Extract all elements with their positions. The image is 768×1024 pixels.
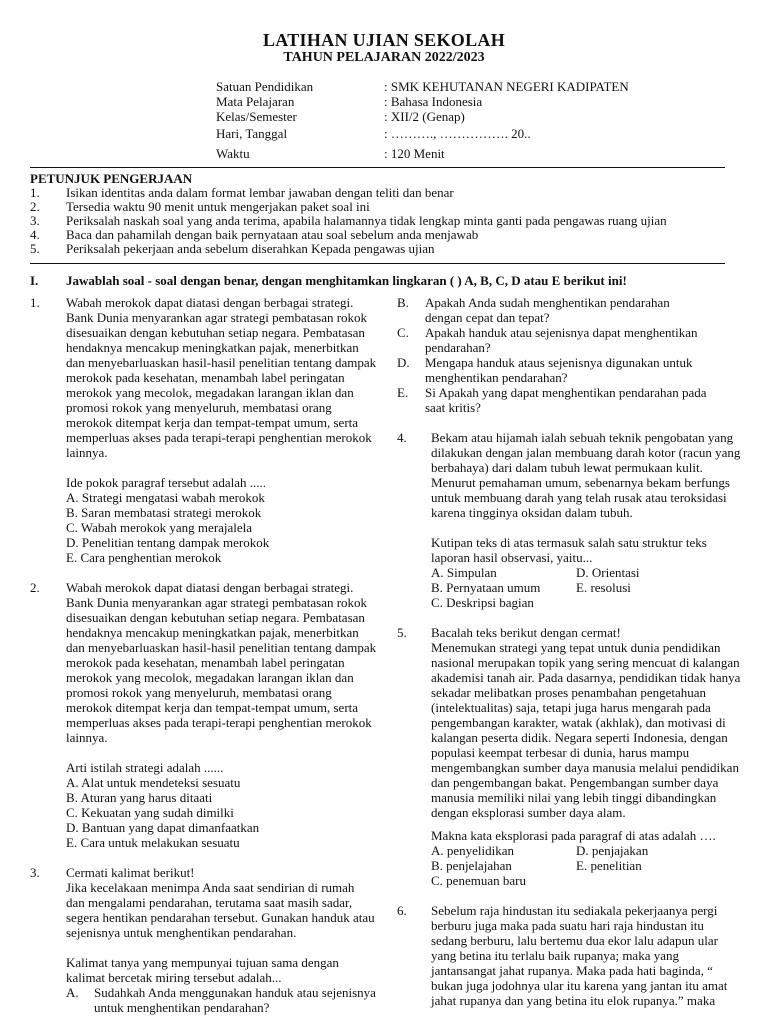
question-5 (397, 625, 742, 888)
passage-line: merokok pada kesehatan, menambah label peringatan (66, 370, 345, 385)
option-text: untuk menghentikan pendarahan? (94, 1000, 270, 1015)
section-text: Jawablah soal - soal dengan benar, dengan menghitamkan lingkaran ( ) A, B, C, D atau E berikut ini! (66, 273, 627, 288)
option-letter: B. (397, 295, 409, 310)
question-prompt: Kutipan teks di atas termasuk salah satu struktur teks (431, 535, 707, 550)
answer-option: E. penelitian (576, 858, 642, 873)
instruction-item (30, 214, 730, 228)
passage-line: Bank Dunia menyarankan agar strategi pembatasan rokok (66, 595, 368, 610)
option-text: pendarahan? (425, 340, 491, 355)
answer-option: A. Alat untuk mendeteksi sesuatu (66, 775, 241, 790)
passage-line: Bacalah teks berikut dengan cermat! (431, 625, 621, 640)
answer-option (576, 595, 742, 610)
answer-option (397, 295, 742, 325)
option-text: menghentikan pendarahan? (425, 370, 568, 385)
question-prompt: laporan hasil observasi, yaitu... (431, 550, 593, 565)
passage-line: jahat rupanya dan yang betina itu elok rupanya.” maka (431, 993, 716, 1008)
passage-line: Bank Dunia menyarankan agar strategi pembatasan rokok (66, 310, 368, 325)
question-1 (30, 295, 396, 565)
question-3 (30, 865, 396, 1015)
passage-line: kalangan peserta didik. Negara seperti Indonesia, dengan (431, 730, 728, 745)
question-6 (397, 903, 742, 1008)
item-number: 1. (30, 185, 40, 200)
passage-line: (intelektualitas) saja, tetapi juga harus mengarah pada (431, 700, 711, 715)
answer-option: D. Orientasi (576, 565, 640, 580)
passage-line: nasional merupakan topik yang sering mencuat di kalangan (431, 655, 740, 670)
info-label: Satuan Pendidikan (216, 79, 314, 94)
item-text: Periksalah naskah soal yang anda terima, apabila halamannya tidak lengkap minta ganti pada pengawas ruang ujian (66, 213, 667, 228)
passage-line: karena tingginya oksidan dalam tubuh. (431, 505, 633, 520)
answer-option: D. penjajakan (576, 843, 649, 858)
passage-line: yang betina itu terlalu baik rupanya; maka yang (431, 948, 679, 963)
answer-option (66, 985, 396, 1015)
passage-line: Menurut pemahaman umum, sebenarnya bekam berfungs (431, 475, 730, 490)
passage-line: promosi rokok yang menyeluruh, membatasi orang (66, 400, 332, 415)
passage-line: lainnya. (66, 730, 108, 745)
passage-line: Wabah merokok dapat diatasi dengan berbagai strategi. (66, 580, 354, 595)
question-prompt: Makna kata eksplorasi pada paragraf di atas adalah …. (431, 828, 716, 843)
option-text: Si Apakah yang dapat menghentikan pendarahan pada (425, 385, 707, 400)
answer-options (431, 565, 742, 610)
passage-line: dan pengembangan bakat. Pengembangan sumber daya (431, 775, 719, 790)
passage-line: segera hentikan pendarahan tersebut. Gunakan handuk atau (66, 910, 375, 925)
passage-line: sedang berburu, lalu bertemu dua ekor lalu adapun ular (431, 933, 718, 948)
answer-option: E. resolusi (576, 580, 631, 595)
passage-line: merokok ditempat kerja dan tempat-tempat umum, serta (66, 700, 359, 715)
item-number: 3. (30, 213, 40, 228)
passage-line: populasi keempat terbesar di dunia, harus mampu (431, 745, 690, 760)
answer-option: B. penjelajahan (431, 858, 512, 873)
passage-line: berbahaya) dari dalam tubuh lewat permukaan kulit. (431, 460, 703, 475)
option-text: Mengapa handuk ataus sejenisnya digunakan untuk (425, 355, 693, 370)
answer-option: B. Aturan yang harus ditaati (66, 790, 213, 805)
passage-line: Sebelum raja hindustan itu sediakala pekerjaanya pergi (431, 903, 718, 918)
item-text: Baca dan pahamilah dengan baik pernyataan atau soal sebelum anda menjawab (66, 227, 479, 242)
answer-option (397, 325, 742, 355)
answer-option: C. Kekuatan yang sudah dimilki (66, 805, 234, 820)
info-label: Waktu (216, 146, 250, 161)
info-value: : Bahasa Indonesia (384, 94, 483, 109)
item-number: 4. (30, 227, 40, 242)
question-number: 2. (30, 580, 40, 595)
passage-line: mengembangkan sumber daya manusia melalui pendidikan (431, 760, 739, 775)
question-number: 1. (30, 295, 40, 310)
answer-option: C. Deskripsi bagian (431, 595, 534, 610)
instruction-item (30, 228, 730, 242)
passage-line: bukan juga jodohnya ular itu karena yang jantan itu amat (431, 978, 728, 993)
option-letter: C. (397, 325, 409, 340)
passage-line: Cermati kalimat berikut! (66, 865, 195, 880)
instructions-heading: PETUNJUK PENGERJAAN (30, 171, 193, 186)
passage-line: dan menyebarluaskan hasil-hasil penelitian tentang dampak (66, 640, 377, 655)
answer-option: D. Bantuan yang dapat dimanfaatkan (66, 820, 260, 835)
instruction-item (30, 200, 730, 214)
question-number: 5. (397, 625, 407, 640)
answer-option: A. Strategi mengatasi wabah merokok (66, 490, 265, 505)
passage-line: dan mengalami pendarahan, terutama saat masih sadar, (66, 895, 353, 910)
option-text: Sudahkah Anda menggunakan handuk atau sejenisnya (94, 985, 376, 1000)
passage-line: sekadar melibatkan proses penambahan pengetahuan (431, 685, 707, 700)
passage-line: pengembangan karakter, watak (akhlak), dan motivasi di (431, 715, 726, 730)
info-value: : ………., ……………. 20.. (384, 126, 531, 141)
item-number: 5. (30, 241, 40, 256)
info-value: : XII/2 (Genap) (384, 109, 465, 124)
passage-line: Menemukan strategi yang tepat untuk dunia pendidikan (431, 640, 721, 655)
answer-option: D. Penelitian tentang dampak merokok (66, 535, 270, 550)
info-value: : 120 Menit (384, 146, 445, 161)
answer-option (576, 873, 742, 888)
passage-line: manusia memiliki nilai yang lebih tinggi dibandingkan (431, 790, 717, 805)
passage-line: hendaknya mencakup meningkatkan pajak, menerbitkan (66, 625, 359, 640)
passage-line: dilakukan dengan jalan membuang darah kotor (racun yang (431, 445, 741, 460)
option-letter: A. (66, 985, 79, 1000)
answer-option: E. Cara penghentian merokok (66, 550, 222, 565)
passage-line: disesuaikan dengan kebutuhan setiap negara. Pembatasan (66, 325, 365, 340)
info-label: Hari, Tanggal (216, 126, 288, 141)
passage-line: merokok ditempat kerja dan tempat-tempat umum, serta (66, 415, 359, 430)
passage-line: jantansangat jahat rupanya. Maka pada hati baginda, “ (431, 963, 713, 978)
exam-title: LATIHAN UJIAN SEKOLAH (262, 30, 505, 50)
answer-option: E. Cara untuk melakukan sesuatu (66, 835, 240, 850)
instruction-item (30, 186, 730, 200)
divider (30, 263, 725, 264)
answer-options (431, 843, 742, 888)
info-value: : SMK KEHUTANAN NEGERI KADIPATEN (384, 79, 629, 94)
option-text: Apakah handuk atau sejenisnya dapat menghentikan (425, 325, 698, 340)
info-label: Mata Pelajaran (216, 94, 295, 109)
info-label: Kelas/Semester (216, 109, 297, 124)
answer-option: A. Simpulan (431, 565, 497, 580)
passage-line: hendaknya mencakup meningkatkan pajak, menerbitkan (66, 340, 359, 355)
passage-line: memperluas akses pada terapi-terapi penghentian merokok (66, 715, 372, 730)
question-2 (30, 580, 396, 850)
instruction-item (30, 242, 730, 256)
passage-line: Bekam atau hijamah ialah sebuah teknik pengobatan yang (431, 430, 734, 445)
passage-line: dengan eksplorasi sumber daya alam. (431, 805, 626, 820)
passage-line: merokok yang mecolok, megadakan larangan iklan dan (66, 385, 354, 400)
question-number: 3. (30, 865, 40, 880)
question-prompt: Ide pokok paragraf tersebut adalah ..... (66, 475, 266, 490)
passage-line: lainnya. (66, 445, 108, 460)
item-number: 2. (30, 199, 40, 214)
option-letter: E. (397, 385, 409, 400)
passage-line: Wabah merokok dapat diatasi dengan berbagai strategi. (66, 295, 354, 310)
option-text: saat kritis? (425, 400, 481, 415)
option-text: dengan cepat dan tepat? (425, 310, 550, 325)
passage-line: disesuaikan dengan kebutuhan setiap negara. Pembatasan (66, 610, 365, 625)
passage-line: memperluas akses pada terapi-terapi penghentian merokok (66, 430, 372, 445)
option-letter: D. (397, 355, 410, 370)
question-prompt: Arti istilah strategi adalah ...... (66, 760, 224, 775)
passage-line: promosi rokok yang menyeluruh, membatasi orang (66, 685, 332, 700)
instructions-block (30, 172, 730, 256)
item-text: Isikan identitas anda dalam format lembar jawaban dengan teliti dan benar (66, 185, 454, 200)
question-number: 4. (397, 430, 407, 445)
question-prompt: kalimat bercetak miring tersebut adalah... (66, 970, 282, 985)
passage-line: merokok pada kesehatan, menambah label peringatan (66, 655, 345, 670)
passage-line: akademisi tanah air. Pada dasarnya, pendidikan tidak hanya (431, 670, 741, 685)
passage-line: berburu juga maka pada suatu hari raja hindustan itu (431, 918, 704, 933)
item-text: Tersedia waktu 90 menit untuk mengerjakan paket soal ini (66, 199, 370, 214)
passage-line: sejenisnya untuk menghentikan pendarahan. (66, 925, 297, 940)
passage-line: dan menyebarluaskan hasil-hasil penelitian tentang dampak (66, 355, 377, 370)
item-text: Periksalah pekerjaan anda sebelum diserahkan Kepada pengawas ujian (66, 241, 435, 256)
passage-line: untuk membuang darah yang telah rusak atau teroksidasi (431, 490, 727, 505)
passage-line: merokok yang mecolok, megadakan larangan iklan dan (66, 670, 354, 685)
question-number: 6. (397, 903, 407, 918)
right-column (397, 295, 742, 1008)
answer-option: C. penemuan baru (431, 873, 526, 888)
divider (30, 167, 725, 168)
answer-option: C. Wabah merokok yang merajalela (66, 520, 253, 535)
answer-option: B. Pernyataan umum (431, 580, 541, 595)
question-4 (397, 430, 742, 610)
section-number: I. (30, 273, 39, 288)
answer-option (397, 385, 742, 415)
passage-line: Jika kecelakaan menimpa Anda saat sendirian di rumah (66, 880, 355, 895)
exam-subtitle: TAHUN PELAJARAN 2022/2023 (283, 50, 485, 65)
answer-option: B. Saran membatasi strategi merokok (66, 505, 262, 520)
option-text: Apakah Anda sudah menghentikan pendarahan (425, 295, 670, 310)
question-prompt: Kalimat tanya yang mempunyai tujuan sama dengan (66, 955, 339, 970)
answer-option: A. penyelidikan (431, 843, 515, 858)
left-column (30, 295, 396, 1015)
answer-option (397, 355, 742, 385)
